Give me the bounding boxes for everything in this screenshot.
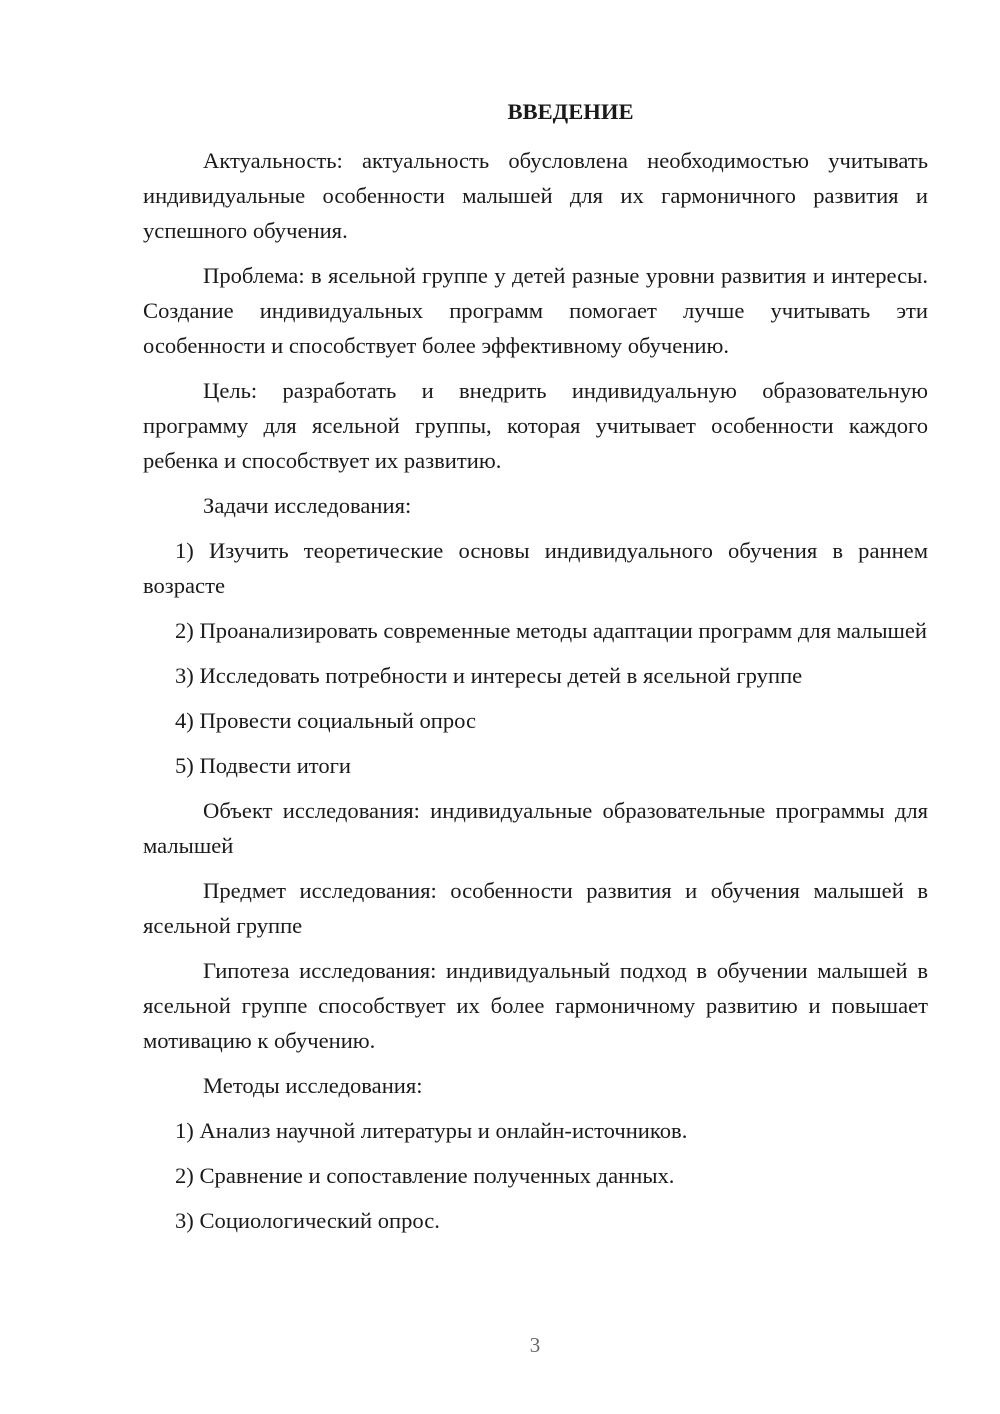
method-item: 1) Анализ научной литературы и онлайн-источников. xyxy=(175,1118,688,1143)
object-paragraph: Объект исследования: индивидуальные образовательные программы для малышей xyxy=(143,798,928,858)
problem-paragraph: Проблема: в ясельной группе у детей разные уровни развития и интересы. Создание индивидуальных программ помогает лучше учитывать эти особенности и способствует более эффективному обучению. xyxy=(143,263,928,358)
method-item: 3) Социологический опрос. xyxy=(175,1208,440,1233)
goal-paragraph: Цель: разработать и внедрить индивидуальную образовательную программу для ясельной группы, которая учитывает особенности каждого ребенка и способствует их развитию. xyxy=(143,378,928,473)
hypothesis-paragraph: Гипотеза исследования: индивидуальный подход в обучении малышей в ясельной группе способствует их более гармоничному развитию и повышает мотивацию к обучению. xyxy=(143,958,928,1053)
methods-heading: Методы исследования: xyxy=(203,1073,423,1098)
page-number: 3 xyxy=(529,1333,541,1357)
subject-paragraph: Предмет исследования: особенности развития и обучения малышей в ясельной группе xyxy=(143,878,928,938)
tasks-heading: Задачи исследования: xyxy=(203,493,412,518)
task-item: 2) Проанализировать современные методы адаптации программ для малышей xyxy=(175,618,928,643)
section-title: ВВЕДЕНИЕ xyxy=(507,99,634,124)
relevance-paragraph: Актуальность: актуальность обусловлена необходимостью учитывать индивидуальные особенности малышей для их гармоничного развития и успешного обучения. xyxy=(143,148,928,243)
task-item: 1) Изучить теоретические основы индивидуального обучения в раннем возрасте xyxy=(143,538,928,598)
task-item: 4) Провести социальный опрос xyxy=(175,708,477,733)
task-item: 3) Исследовать потребности и интересы детей в ясельной группе xyxy=(175,663,803,688)
method-item: 2) Сравнение и сопоставление полученных данных. xyxy=(175,1163,675,1188)
task-item: 5) Подвести итоги xyxy=(175,753,352,778)
document-page xyxy=(143,94,928,1248)
